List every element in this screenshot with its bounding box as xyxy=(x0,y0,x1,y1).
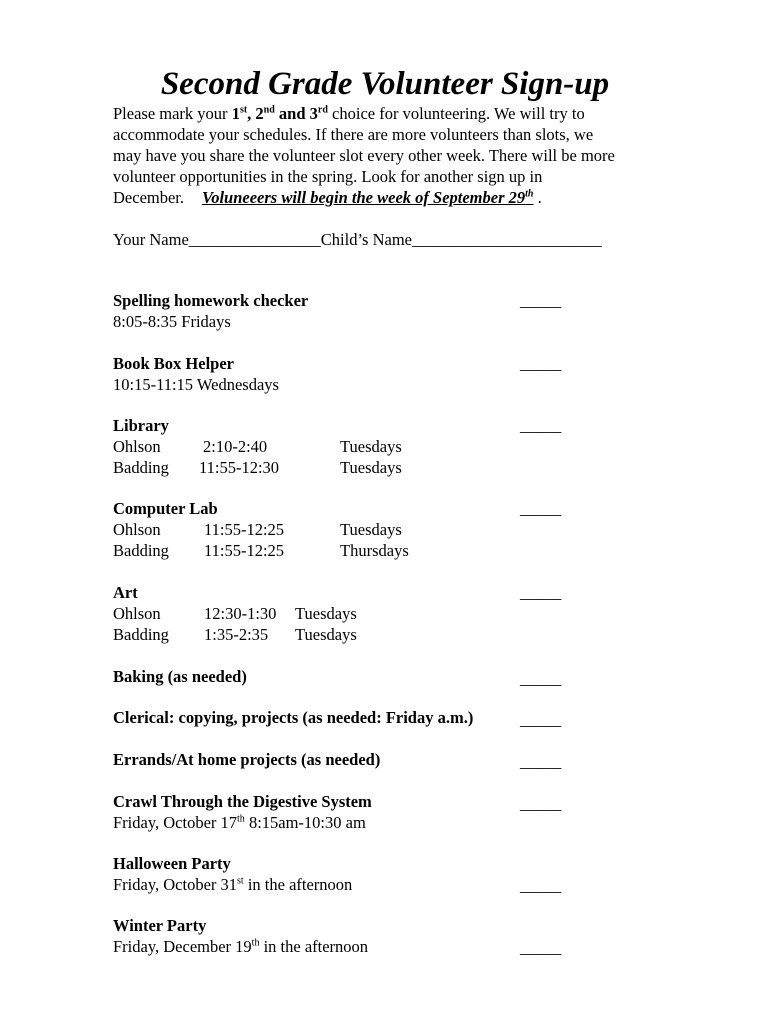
schedule-row xyxy=(113,519,633,540)
slot-title: Winter Party xyxy=(113,916,207,935)
intro-text: choice for volunteering. We will try to xyxy=(327,104,585,123)
start-date-sup: th xyxy=(525,188,534,200)
start-date-text: Voluneeers will begin the week of September 29 xyxy=(202,188,526,207)
choice-blank-library[interactable]: _____ xyxy=(520,416,562,435)
slot-date-sup: th xyxy=(237,813,245,825)
intro-text: . xyxy=(533,188,542,207)
teacher-name: Badding xyxy=(113,541,169,560)
slot-time: 2:10-2:40 xyxy=(203,437,268,456)
slot-day: Tuesdays xyxy=(295,604,357,623)
slot-hours: in the afternoon xyxy=(259,937,369,956)
slot-day: Tuesdays xyxy=(340,437,402,456)
teacher-name: Badding xyxy=(113,625,169,644)
slot-time: 11:55-12:25 xyxy=(204,541,285,560)
choice-first: 1 xyxy=(231,104,240,123)
intro-text: Please mark your xyxy=(113,104,232,123)
slot-title: Computer Lab xyxy=(113,499,218,518)
choice-blank-spelling[interactable]: _____ xyxy=(520,291,562,310)
slot-day: Thursdays xyxy=(340,541,409,560)
intro-line-5 xyxy=(113,187,673,208)
start-date-note xyxy=(202,188,533,207)
slot-day: Tuesdays xyxy=(340,458,402,477)
slot-hours: in the afternoon xyxy=(243,875,353,894)
slot-day: Tuesdays xyxy=(340,520,402,539)
schedule-row xyxy=(113,457,633,478)
slot-date-sup: st xyxy=(237,875,244,887)
slot-hours: 8:15am-10:30 am xyxy=(244,813,366,832)
slot-title: Spelling homework checker xyxy=(113,291,309,310)
slot-time: 11:55-12:25 xyxy=(204,520,285,539)
slot-time: 8:05-8:35 Fridays xyxy=(113,312,231,331)
choice-third: and 3 xyxy=(274,104,318,123)
choice-second: 2 xyxy=(255,104,264,123)
choice-blank-winter-party[interactable]: _____ xyxy=(520,938,562,957)
slot-title: Baking (as needed) xyxy=(113,667,247,686)
slot-time: 1:35-2:35 xyxy=(204,625,269,644)
slot-title: Book Box Helper xyxy=(113,354,235,373)
slot-title: Errands/At home projects (as needed) xyxy=(113,750,381,769)
slot-time xyxy=(113,812,633,833)
intro-text: December. xyxy=(113,188,185,207)
slot-title: Clerical: copying, projects (as needed: Friday a.m.) xyxy=(113,708,474,727)
choice-blank-clerical[interactable]: _____ xyxy=(520,710,562,729)
slot-time: 10:15-11:15 Wednesdays xyxy=(113,375,279,394)
choice-blank-errands[interactable]: _____ xyxy=(520,752,562,771)
schedule-row xyxy=(113,624,633,645)
slot-date: Friday, October 17 xyxy=(113,813,238,832)
choice-blank-book-box[interactable]: _____ xyxy=(520,354,562,373)
slot-title: Halloween Party xyxy=(113,854,231,873)
slot-time: 12:30-1:30 xyxy=(204,604,277,623)
teacher-name: Ohlson xyxy=(113,437,161,456)
schedule-row xyxy=(113,540,633,561)
slot-date: Friday, October 31 xyxy=(113,875,238,894)
intro-line-4: volunteer opportunities in the spring. Look for another sign up in xyxy=(113,167,543,186)
choice-comma: , xyxy=(247,104,256,123)
slot-time: 11:55-12:30 xyxy=(199,458,280,477)
teacher-name: Ohlson xyxy=(113,520,161,539)
slot-day: Tuesdays xyxy=(295,625,357,644)
teacher-name: Badding xyxy=(113,458,169,477)
choice-third-sup: rd xyxy=(317,104,328,116)
slot-title: Art xyxy=(113,583,138,602)
page-title: Second Grade Volunteer Sign-up xyxy=(160,66,610,102)
teacher-name: Ohlson xyxy=(113,604,161,623)
intro-line-1 xyxy=(113,103,673,124)
name-fields-line[interactable]: Your Name________________Child’s Name_______________________ xyxy=(113,230,602,249)
intro-line-3: may have you share the volunteer slot every other week. There will be more xyxy=(113,146,615,165)
choice-first-sup: st xyxy=(239,104,248,116)
intro-paragraph xyxy=(113,103,673,208)
schedule-row xyxy=(113,603,633,624)
intro-line-2: accommodate your schedules. If there are more volunteers than slots, we xyxy=(113,125,594,144)
schedule-row xyxy=(113,436,633,457)
choice-blank-art[interactable]: _____ xyxy=(520,583,562,602)
choice-blank-computer-lab[interactable]: _____ xyxy=(520,499,562,518)
choice-second-sup: nd xyxy=(263,104,275,116)
choice-blank-halloween-party[interactable]: _____ xyxy=(520,876,562,895)
slot-date-sup: th xyxy=(251,937,260,949)
slot-date: Friday, December 19 xyxy=(113,937,252,956)
slot-title: Crawl Through the Digestive System xyxy=(113,792,372,811)
choice-blank-digestive-system[interactable]: _____ xyxy=(520,794,562,813)
slot-title: Library xyxy=(113,416,169,435)
choice-blank-baking[interactable]: _____ xyxy=(520,669,562,688)
